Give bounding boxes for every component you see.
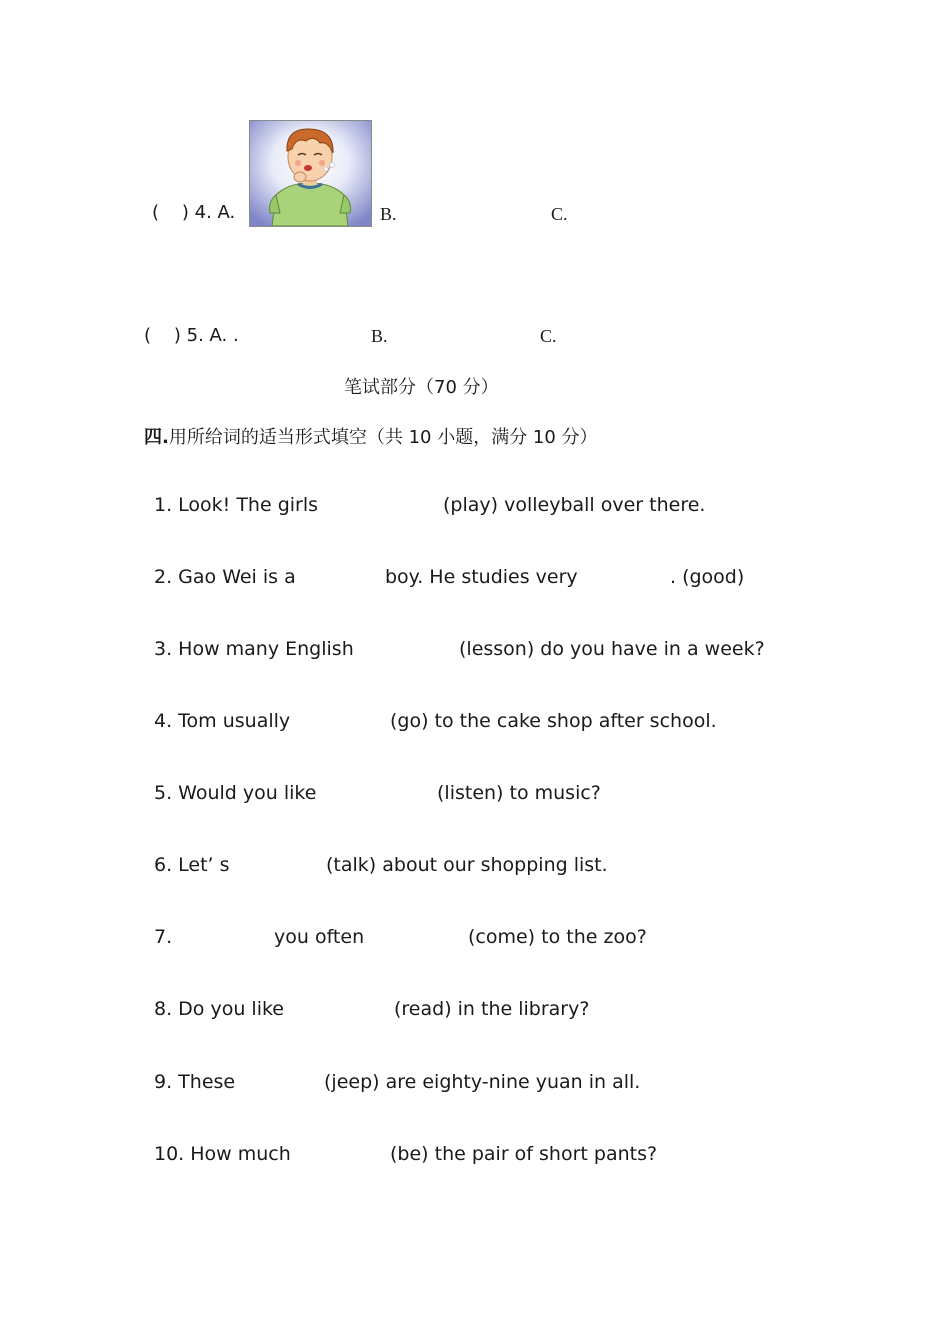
q4-option-b: B.: [380, 204, 397, 224]
item-1-end: (play) volleyball over there.: [443, 494, 706, 516]
q5-option-c: C.: [540, 326, 557, 346]
exercise-item-4: [154, 710, 717, 736]
item-10-start: 10. How much: [154, 1143, 291, 1165]
exercise-item-8: [154, 998, 590, 1024]
item-7-end: (come) to the zoo?: [468, 926, 647, 948]
boy-coughing-picture: [249, 120, 372, 227]
item-7-middle: you often: [274, 926, 365, 948]
item-3-start: 3. How many English: [154, 638, 354, 660]
item-10-end: (be) the pair of short pants?: [390, 1143, 658, 1165]
q5-option-b: B.: [371, 326, 388, 346]
item-5-start: 5. Would you like: [154, 782, 317, 804]
exercise-item-6: [154, 854, 608, 880]
exercise-item-3: [154, 638, 765, 664]
item-6-end: (talk) about our shopping list.: [326, 854, 608, 876]
written-section-title: 笔试部分（70 分）: [344, 377, 499, 398]
exercise-item-7: [154, 926, 647, 952]
part-four-number: 四.: [144, 427, 169, 448]
item-2-middle: boy. He studies very: [385, 566, 578, 588]
item-7-start: 7.: [154, 926, 173, 948]
exercise-item-5: [154, 782, 601, 808]
exercise-item-9: [154, 1071, 641, 1097]
item-1-start: 1. Look! The girls: [154, 494, 319, 516]
part-four-instructions: 用所给词的适当形式填空（共 10 小题，满分 10 分）: [168, 427, 598, 448]
item-4-end: (go) to the cake shop after school.: [390, 710, 717, 732]
item-4-start: 4. Tom usually: [154, 710, 291, 732]
item-9-end: (jeep) are eighty-nine yuan in all.: [324, 1071, 641, 1093]
exercise-item-1: [154, 494, 706, 520]
item-2-start: 2. Gao Wei is a: [154, 566, 296, 588]
item-8-end: (read) in the library?: [394, 998, 590, 1020]
item-9-start: 9. These: [154, 1071, 236, 1093]
item-3-end: (lesson) do you have in a week?: [459, 638, 765, 660]
q5-number: ( ) 5. A. .: [144, 325, 239, 346]
q4-number: ( ) 4. A.: [152, 202, 236, 223]
exercise-item-10: [154, 1143, 658, 1169]
item-5-end: (listen) to music?: [437, 782, 601, 804]
part-four-heading: [144, 423, 598, 449]
item-6-start: 6. Let’ s: [154, 854, 230, 876]
item-8-start: 8. Do you like: [154, 998, 284, 1020]
exercise-item-2: [154, 566, 745, 592]
item-2-end: . (good): [670, 566, 745, 588]
q4-option-c: C.: [551, 204, 568, 224]
